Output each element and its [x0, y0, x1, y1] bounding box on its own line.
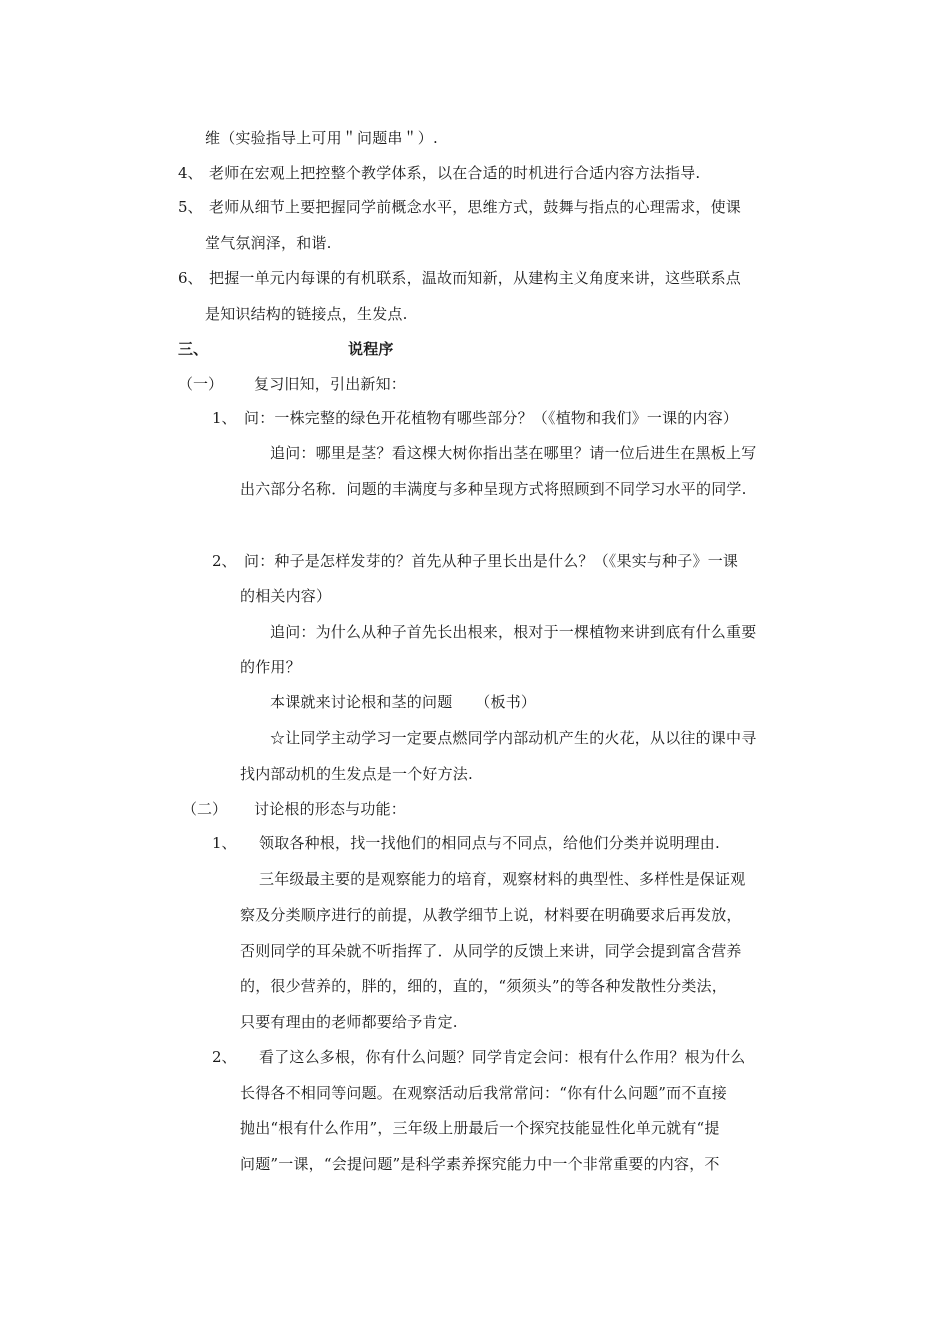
text-line: 看了这么多根，你有什么问题？同学肯定会问：根有什么作用？根为什么: [259, 1048, 746, 1066]
text-line: 三年级最主要的是观察能力的培育，观察材料的典型性、多样性是保证观: [259, 870, 746, 888]
text-line: 察及分类顺序进行的前提，从教学细节上说，材料要在明确要求后再发放，: [240, 906, 742, 924]
section-number: 三、: [178, 340, 209, 358]
list-number: 5、: [178, 198, 203, 216]
list-number: 2、: [212, 552, 237, 570]
list-number: 1、: [212, 834, 237, 852]
subsection-heading: 讨论根的形态与功能：: [254, 800, 407, 818]
section-heading: 说程序: [348, 340, 394, 358]
text-line: 堂气氛润泽，和谐.: [205, 234, 332, 252]
text-line: 问：一株完整的绿色开花植物有哪些部分？（《植物和我们》一课的内容）: [244, 409, 739, 427]
text-line: 的作用？: [240, 658, 301, 676]
text-line: 找内部动机的生发点是一个好方法.: [240, 765, 473, 783]
text-line: 否则同学的耳朵就不听指挥了．从同学的反馈上来讲，同学会提到富含营养: [240, 942, 742, 960]
text-line: 本课就来讨论根和茎的问题 （板书）: [270, 693, 537, 711]
text-line: 追问：哪里是茎？看这棵大树你指出茎在哪里？请一位后进生在黑板上写: [270, 444, 757, 462]
list-number: 1、: [212, 409, 237, 427]
text-line: 维（实验指导上可用＂问题串＂）.: [205, 129, 438, 147]
text-line: 老师在宏观上把控整个教学体系，以在合适的时机进行合适内容方法指导.: [209, 164, 701, 182]
text-line: 问：种子是怎样发芽的？首先从种子里长出是什么？（《果实与种子》一课: [244, 552, 739, 570]
text-line: 抛出“根有什么作用”，三年级上册最后一个探究技能显性化单元就有“提: [240, 1119, 720, 1137]
text-line: 领取各种根，找一找他们的相同点与不同点，给他们分类并说明理由.: [259, 834, 720, 852]
subsection-number: （二）: [182, 800, 228, 818]
subsection-number: （一）: [178, 375, 224, 393]
text-line: 的，很少营养的，胖的，细的，直的，“须须头”的等各种发散性分类法，: [240, 977, 727, 995]
text-line: 问题”一课，“会提问题”是科学素养探究能力中一个非常重要的内容，不: [240, 1155, 720, 1173]
list-number: 2、: [212, 1048, 237, 1066]
text-line: 是知识结构的链接点，生发点.: [205, 305, 408, 323]
list-number: 4、: [178, 164, 203, 182]
text-line: 老师从细节上要把握同学前概念水平，思维方式，鼓舞与指点的心理需求，使课: [209, 198, 742, 216]
text-line: 只要有理由的老师都要给予肯定.: [240, 1013, 458, 1031]
list-number: 6、: [178, 269, 203, 287]
text-line: 把握一单元内每课的有机联系，温故而知新，从建构主义角度来讲，这些联系点: [209, 269, 742, 287]
text-line: 的相关内容）: [240, 587, 332, 605]
text-line: 追问：为什么从种子首先长出根来，根对于一棵植物来讲到底有什么重要: [270, 623, 757, 641]
text-line: 长得各不相同等问题。在观察活动后我常常问：“你有什么问题”而不直接: [240, 1084, 727, 1102]
subsection-heading: 复习旧知，引出新知：: [254, 375, 407, 393]
text-line: ☆让同学主动学习一定要点燃同学内部动机产生的火花，从以往的课中寻: [270, 729, 757, 747]
text-line: 出六部分名称．问题的丰满度与多种呈现方式将照顾到不同学习水平的同学.: [240, 480, 747, 498]
